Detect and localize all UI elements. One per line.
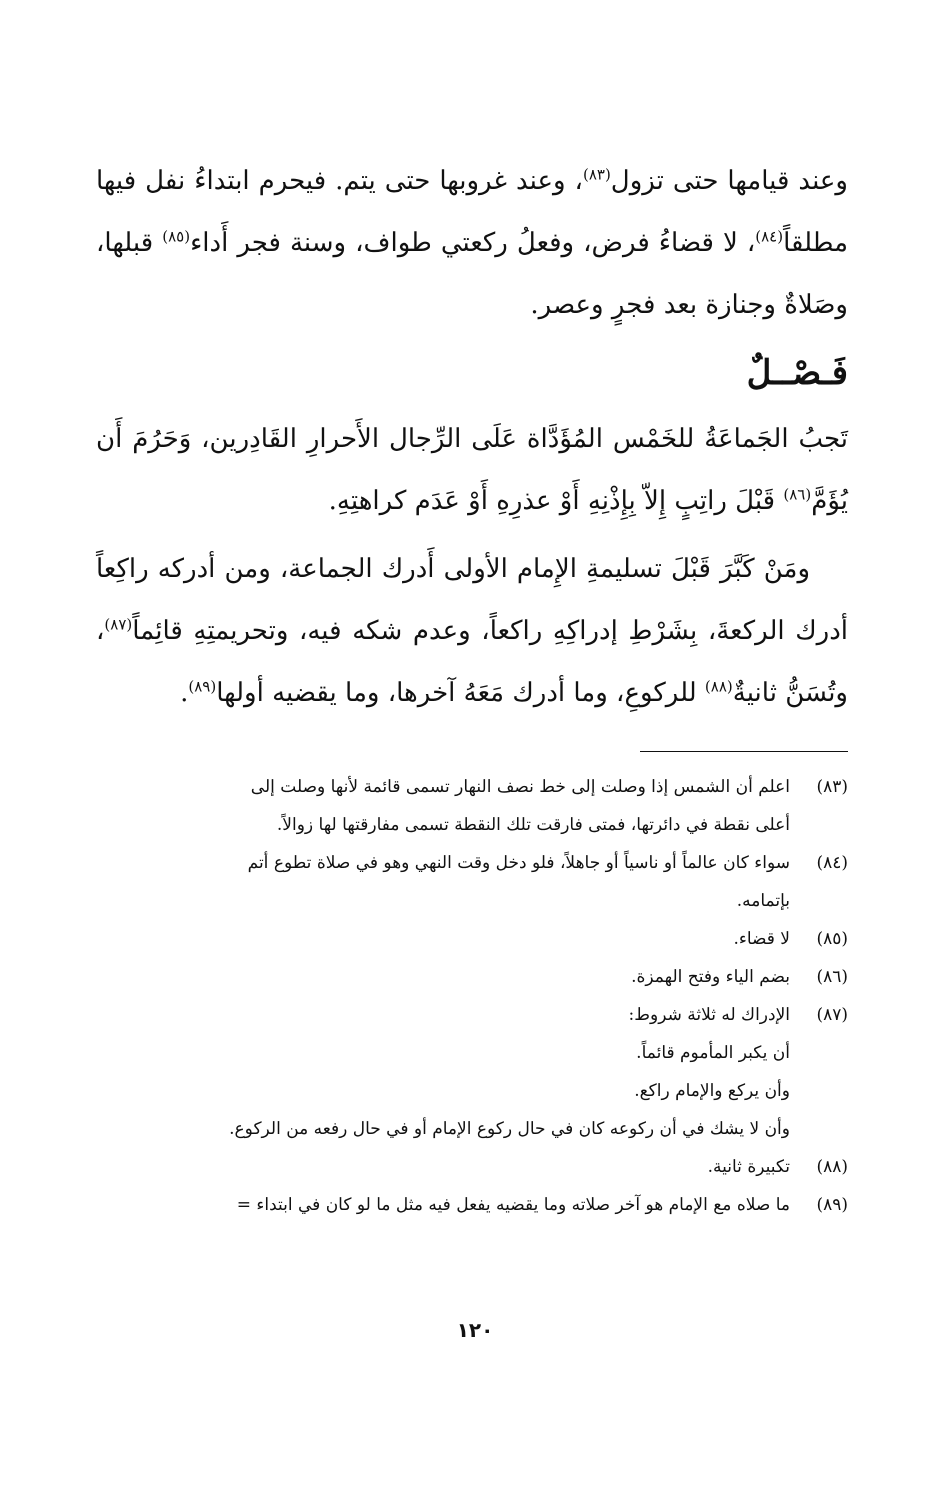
footnote-line: لا قضاء. xyxy=(733,929,790,949)
footnote-line: بضم الياء وفتح الهمزة. xyxy=(631,967,790,987)
text-run: ، لا قضاءُ فرض، وفعلُ ركعتي طواف، وسنة فجر أَداء xyxy=(190,228,756,258)
footnote xyxy=(96,1148,848,1186)
page-number: ١٢٠ xyxy=(456,1318,494,1342)
footnote xyxy=(96,1186,848,1224)
text-run: قبلها، وصَلاةٌ وجنازة بعد فجرٍ وعصر. xyxy=(96,228,848,320)
footnote xyxy=(96,920,848,958)
footnote-ref: (٨٣) xyxy=(582,165,611,184)
footnote xyxy=(96,996,848,1148)
footnote-ref: (٨٧) xyxy=(104,615,133,634)
footnote xyxy=(96,768,848,844)
footnote-number: (٨٩) xyxy=(816,1195,848,1215)
footnote-separator xyxy=(640,751,848,752)
text-run: ومَنْ كَبَّرَ قَبْلَ تسليمةِ الإِمام الأولى أَدرك الجماعة، ومن أدركه راكِعاً أدرك الركعةَ، بِشَرْطِ إدراكِهِ راكعاً، وعدم شكه فيه، وتحريمتِهِ قائِماً xyxy=(96,554,848,646)
footnote-ref: (٨٤) xyxy=(755,227,784,246)
footnote-line: بإتمامه. xyxy=(736,891,790,911)
footnote-number: (٨٧) xyxy=(816,1005,848,1025)
text-run: ، وتُسَنُّ ثانيةٌ xyxy=(96,616,848,708)
text-run: وعند قيامها حتى تزول xyxy=(610,166,848,196)
paragraph-2 xyxy=(96,408,848,532)
footnote-ref: (٨٦) xyxy=(783,485,812,504)
footnote-line: وأن يركع والإمام راكع. xyxy=(634,1081,790,1101)
paragraph-3 xyxy=(96,538,848,724)
footnote xyxy=(96,958,848,996)
main-text xyxy=(96,150,848,724)
footnote-line: اعلم أن الشمس إذا وصلت إلى خط نصف النهار تسمى قائمة لأنها وصلت إلى xyxy=(250,777,790,797)
text-run: . xyxy=(180,678,189,708)
text-run: للركوعِ، وما أدرك مَعَهُ آخرها، وما يقضيه أولها xyxy=(216,678,705,708)
footnote-number: (٨٨) xyxy=(816,1157,848,1177)
paragraph-1 xyxy=(96,150,848,336)
footnote-ref: (٨٩) xyxy=(188,677,217,696)
footnote-number: (٨٥) xyxy=(816,929,848,949)
text-run: ، وعند غروبها حتى يتم. فيحرم ابتداءُ نفل فيها مطلقاً xyxy=(96,166,848,258)
footnote-line: أن يكبر المأموم قائماً. xyxy=(636,1043,790,1063)
footnote-line: وأن لا يشك في أن ركوعه كان في حال ركوع الإمام أو في حال رفعه من الركوع. xyxy=(229,1119,790,1139)
section-heading: فَـصْــلٌ xyxy=(746,353,848,393)
footnote-line: أعلى نقطة في دائرتها، فمتى فارقت تلك النقطة تسمى مفارقتها لها زوالاً. xyxy=(276,815,790,835)
footnote-line: الإدراك له ثلاثة شروط: xyxy=(628,1005,790,1025)
footnote-line: ما صلاه مع الإمام هو آخر صلاته وما يقضيه يفعل فيه مثل ما لو كان في ابتداء = xyxy=(236,1195,790,1215)
footnote-ref: (٨٨) xyxy=(704,677,733,696)
footnote xyxy=(96,844,848,920)
footnotes xyxy=(96,768,848,1224)
footnote-ref: (٨٥) xyxy=(162,227,191,246)
text-run: قَبْلَ راتِبٍ إِلاّ بِإِذْنِهِ أَوْ عذرِهِ أَوْ عَدَم كراهتِهِ. xyxy=(328,486,784,516)
footnote-line: تكبيرة ثانية. xyxy=(707,1157,790,1177)
footnote-number: (٨٦) xyxy=(816,967,848,987)
footnote-line: سواء كان عالماً أو ناسياً أو جاهلاً، فلو دخل وقت النهي وهو في صلاة تطوع أتم xyxy=(247,853,790,873)
footnote-number: (٨٣) xyxy=(816,777,848,797)
footnote-number: (٨٤) xyxy=(816,853,848,873)
text-run: تَجبُ الجَماعَةُ للخَمْس المُؤَدَّاة عَلَى الرِّجال الأَحرارِ القَادِرين، وَحَرُمَ أَن يُؤَمَّ xyxy=(96,424,848,516)
